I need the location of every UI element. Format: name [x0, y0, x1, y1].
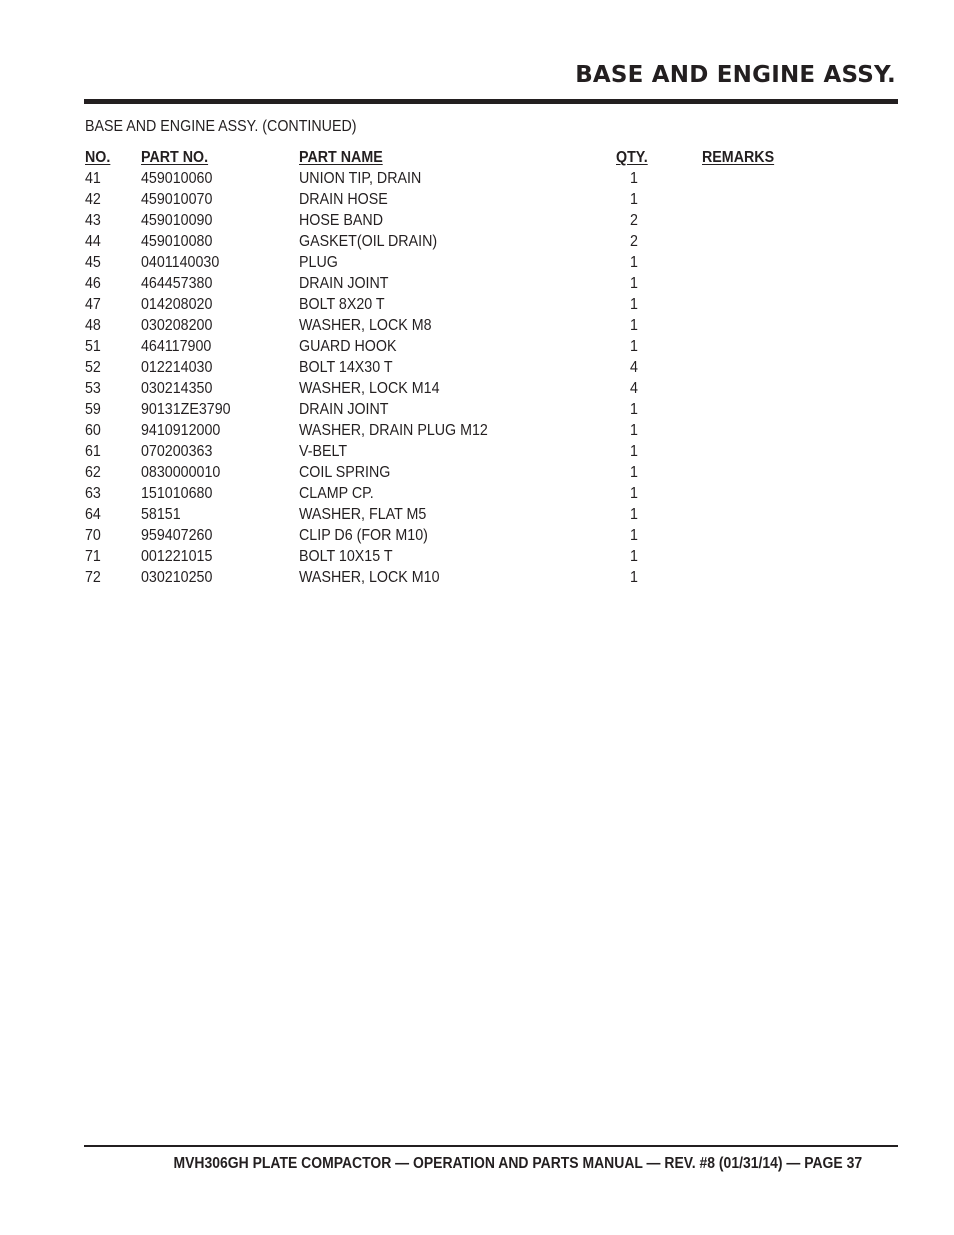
table-header-row: [85, 147, 805, 168]
cell-qty: 1: [630, 485, 638, 502]
footer-text: MVH306GH PLATE COMPACTOR — OPERATION AND PARTS MANUAL — REV. #8 (01/31/14) — PAGE 37: [173, 1155, 862, 1172]
table-row: [85, 168, 805, 189]
cell-part-name: PLUG: [299, 254, 338, 271]
table-row: [85, 273, 805, 294]
cell-part-no: 90131ZE3790: [141, 401, 231, 418]
cell-no: 51: [85, 338, 101, 355]
cell-part-name: GASKET(OIL DRAIN): [299, 233, 438, 250]
cell-no: 64: [85, 506, 101, 523]
cell-part-name: WASHER, LOCK M10: [299, 569, 440, 586]
table-row: [85, 378, 805, 399]
cell-qty: 4: [630, 380, 638, 397]
cell-qty: 2: [630, 212, 638, 229]
table-row: [85, 252, 805, 273]
table-body: [85, 168, 805, 588]
table-row: [85, 525, 805, 546]
cell-part-no: 459010060: [141, 170, 213, 187]
cell-part-name: GUARD HOOK: [299, 338, 397, 355]
cell-qty: 1: [630, 401, 638, 418]
cell-no: 42: [85, 191, 101, 208]
cell-part-no: 459010070: [141, 191, 213, 208]
table-row: [85, 420, 805, 441]
cell-qty: 1: [630, 464, 638, 481]
header-part-name: PART NAME: [299, 149, 383, 166]
parts-table: [85, 147, 805, 588]
cell-part-no: 0830000010: [141, 464, 221, 481]
cell-part-no: 030214350: [141, 380, 213, 397]
table-row: [85, 357, 805, 378]
table-row: [85, 210, 805, 231]
cell-no: 44: [85, 233, 101, 250]
cell-qty: 1: [630, 443, 638, 460]
table-row: [85, 399, 805, 420]
cell-qty: 4: [630, 359, 638, 376]
cell-qty: 1: [630, 254, 638, 271]
table-row: [85, 567, 805, 588]
cell-no: 53: [85, 380, 101, 397]
cell-qty: 1: [630, 527, 638, 544]
cell-no: 41: [85, 170, 101, 187]
footer-rule: [84, 1145, 898, 1147]
table-row: [85, 441, 805, 462]
cell-qty: 1: [630, 275, 638, 292]
cell-qty: 1: [630, 422, 638, 439]
cell-part-no: 0401140030: [141, 254, 220, 271]
cell-part-no: 151010680: [141, 485, 213, 502]
cell-part-name: UNION TIP, DRAIN: [299, 170, 422, 187]
cell-qty: 1: [630, 317, 638, 334]
cell-part-name: WASHER, DRAIN PLUG M12: [299, 422, 488, 439]
cell-no: 62: [85, 464, 101, 481]
header-remarks: REMARKS: [702, 149, 775, 166]
cell-no: 46: [85, 275, 101, 292]
cell-part-name: V-BELT: [299, 443, 348, 460]
cell-part-no: 030210250: [141, 569, 213, 586]
cell-part-name: BOLT 14X30 T: [299, 359, 393, 376]
cell-part-name: WASHER, FLAT M5: [299, 506, 427, 523]
cell-qty: 1: [630, 569, 638, 586]
cell-no: 61: [85, 443, 101, 460]
cell-part-name: DRAIN JOINT: [299, 275, 389, 292]
cell-part-name: WASHER, LOCK M14: [299, 380, 440, 397]
cell-part-name: HOSE BAND: [299, 212, 384, 229]
table-row: [85, 504, 805, 525]
cell-no: 63: [85, 485, 101, 502]
header-qty: QTY.: [616, 149, 648, 166]
cell-no: 48: [85, 317, 101, 334]
cell-part-name: DRAIN JOINT: [299, 401, 389, 418]
table-row: [85, 315, 805, 336]
cell-no: 70: [85, 527, 101, 544]
cell-part-name: CLIP D6 (FOR M10): [299, 527, 428, 544]
table-row: [85, 189, 805, 210]
table-row: [85, 462, 805, 483]
cell-part-name: CLAMP CP.: [299, 485, 374, 502]
cell-no: 47: [85, 296, 101, 313]
cell-qty: 1: [630, 191, 638, 208]
cell-part-no: 014208020: [141, 296, 213, 313]
cell-part-name: BOLT 8X20 T: [299, 296, 385, 313]
page-title: BASE AND ENGINE ASSY.: [575, 62, 896, 88]
cell-part-name: WASHER, LOCK M8: [299, 317, 432, 334]
cell-no: 60: [85, 422, 101, 439]
cell-qty: 1: [630, 338, 638, 355]
cell-part-name: COIL SPRING: [299, 464, 391, 481]
cell-no: 45: [85, 254, 101, 271]
cell-part-no: 459010080: [141, 233, 213, 250]
section-heading: BASE AND ENGINE ASSY. (CONTINUED): [85, 118, 357, 135]
cell-no: 52: [85, 359, 101, 376]
cell-part-no: 464457380: [141, 275, 213, 292]
header-no: NO.: [85, 149, 111, 166]
cell-part-no: 464117900: [141, 338, 212, 355]
cell-qty: 1: [630, 296, 638, 313]
cell-no: 43: [85, 212, 101, 229]
cell-part-no: 012214030: [141, 359, 213, 376]
table-row: [85, 483, 805, 504]
cell-qty: 2: [630, 233, 638, 250]
cell-part-no: 459010090: [141, 212, 213, 229]
table-row: [85, 294, 805, 315]
table-row: [85, 231, 805, 252]
cell-part-no: 001221015: [141, 548, 213, 565]
cell-part-no: 959407260: [141, 527, 213, 544]
cell-part-no: 030208200: [141, 317, 213, 334]
cell-part-no: 9410912000: [141, 422, 221, 439]
cell-no: 59: [85, 401, 101, 418]
header-part-no: PART NO.: [141, 149, 209, 166]
cell-part-name: BOLT 10X15 T: [299, 548, 393, 565]
cell-qty: 1: [630, 170, 638, 187]
cell-part-no: 58151: [141, 506, 181, 523]
cell-qty: 1: [630, 548, 638, 565]
cell-no: 72: [85, 569, 101, 586]
cell-part-no: 070200363: [141, 443, 213, 460]
cell-qty: 1: [630, 506, 638, 523]
table-row: [85, 336, 805, 357]
table-row: [85, 546, 805, 567]
cell-no: 71: [85, 548, 101, 565]
cell-part-name: DRAIN HOSE: [299, 191, 388, 208]
title-rule: [84, 99, 898, 104]
